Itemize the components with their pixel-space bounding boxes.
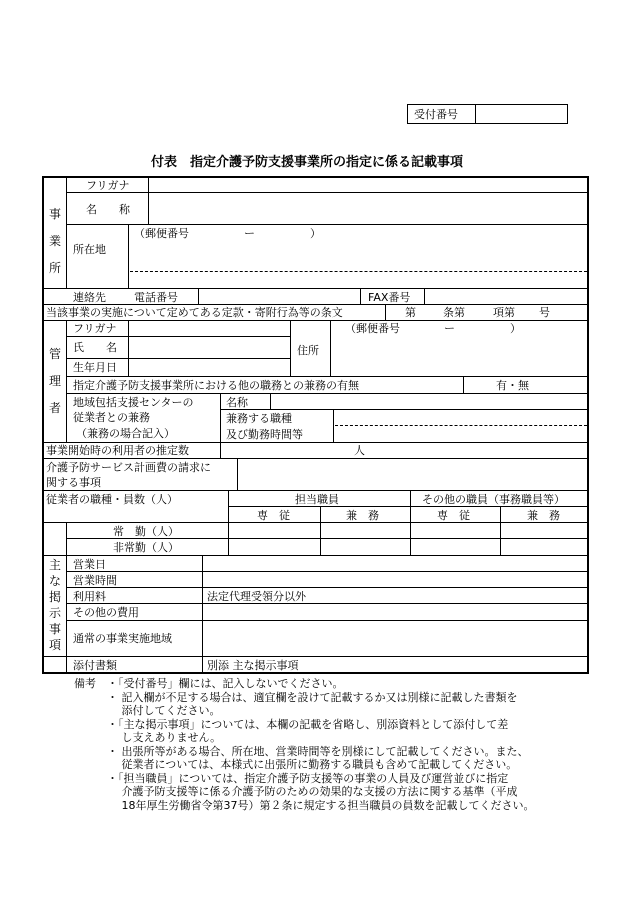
- notes-list: [107, 677, 535, 812]
- manager-center-name-input[interactable]: [272, 394, 587, 408]
- articles-jo: 条第: [443, 306, 465, 319]
- staff-fulltime-in-charge-kenmu-input[interactable]: [322, 523, 409, 537]
- manager-duty-line1: 兼務する職種: [226, 412, 292, 425]
- note-line: し支えありません。: [107, 731, 222, 744]
- attachments-value: 別添 主な掲示事項: [207, 659, 299, 672]
- staff-in-charge-header: 担当職員: [295, 493, 339, 506]
- posted-hours-input[interactable]: [204, 572, 587, 586]
- notes-head: 備考: [74, 677, 96, 690]
- staff-label: 従業者の職種・員数（人）: [46, 493, 178, 506]
- office-fax-input[interactable]: [426, 289, 587, 303]
- receipt-number-input[interactable]: [477, 105, 566, 123]
- posted-section-label: 主 な 掲 示 事 項: [48, 558, 61, 652]
- office-phone-input[interactable]: [200, 289, 359, 303]
- staff-parttime-in-charge-kenmu-input[interactable]: [322, 539, 409, 554]
- posted-fee-label: 利用料: [73, 590, 106, 603]
- attachments-label: 添付書類: [73, 659, 117, 672]
- posted-other-cost-label: その他の費用: [73, 606, 139, 619]
- note-line: 従業者については、本様式に出張所に勤務する職員も含めて記載してください。: [107, 758, 518, 771]
- office-section-label: 事 業 所: [48, 207, 61, 275]
- staff-other-kenmu: 兼 務: [527, 509, 560, 522]
- articles-dai: 第: [405, 306, 416, 319]
- manager-postal-code: （郵便番号 ー ）: [345, 322, 521, 335]
- manager-concurrent-label: 指定介護予防支援事業所における他の職務との兼務の有無: [73, 379, 359, 392]
- articles-ko: 項第: [493, 306, 515, 319]
- manager-furigana-label: フリガナ: [73, 322, 117, 335]
- manager-name-input[interactable]: [130, 337, 289, 357]
- manager-duty-input[interactable]: [335, 410, 587, 441]
- articles-label: 当該事業の実施について定めてある定款・寄附行為等の条文: [46, 306, 343, 319]
- receipt-number-label: 受付番号: [414, 108, 458, 121]
- manager-section-label: 管 理 者: [48, 347, 61, 415]
- staff-parttime-label: 非常勤（人）: [113, 541, 179, 554]
- posted-hours-label: 営業時間: [73, 574, 117, 587]
- note-line: ・「主な掲示事項」については、本欄の記載を省略し、別添資料として添付して差: [107, 717, 509, 731]
- office-address-input[interactable]: [130, 242, 587, 270]
- users-estimate-input[interactable]: [222, 443, 342, 457]
- posted-fee-note: 法定代理受領分以外: [207, 590, 306, 603]
- office-contact-label: 連絡先: [73, 291, 106, 304]
- manager-concurrent-yesno[interactable]: 有・無: [496, 379, 529, 392]
- note-line: ・「受付番号」欄には、記入しないでください。: [107, 677, 344, 690]
- manager-center-line2: 従業者との兼務: [73, 411, 150, 424]
- note-line: ・ 出張所等がある場合、所在地、営業時間等を別様にして記載してください。また、: [107, 744, 529, 758]
- users-estimate-label: 事業開始時の利用者の推定数: [46, 444, 189, 457]
- note-line: 添付してください。: [107, 704, 221, 717]
- page-title: 付表 指定介護予防支援事業所の指定に係る記載事項: [151, 155, 464, 170]
- office-name-label: 名 称: [86, 203, 130, 216]
- office-furigana-input[interactable]: [150, 177, 587, 191]
- office-postal-code: （郵便番号 ー ）: [134, 227, 321, 240]
- staff-fulltime-other-kenmu-input[interactable]: [502, 523, 587, 537]
- posted-area-label: 通常の事業実施地域: [73, 632, 172, 645]
- billing-input[interactable]: [239, 459, 587, 489]
- staff-in-charge-senju: 専 従: [257, 509, 290, 522]
- articles-go: 号: [539, 306, 550, 319]
- office-furigana-label: フリガナ: [86, 179, 130, 192]
- note-line: ・「担当職員」については、指定介護予防支援等の事業の人員及び運営並びに指定: [107, 771, 509, 785]
- manager-name-label: 氏 名: [73, 341, 117, 354]
- manager-address-label: 住所: [297, 344, 319, 357]
- manager-center-name-label: 名称: [226, 396, 248, 409]
- note-line: 18年厚生労働省令第37号）第２条に規定する担当職員の員数を記載してください。: [107, 798, 535, 812]
- office-name-input[interactable]: [150, 193, 587, 223]
- manager-birth-input[interactable]: [130, 359, 289, 375]
- staff-parttime-other-senju-input[interactable]: [412, 539, 499, 554]
- staff-fulltime-label: 常 勤（人）: [113, 525, 179, 538]
- posted-area-input[interactable]: [204, 621, 587, 655]
- note-line: ・ 記入欄が不足する場合は、適宜欄を設けて記載するか又は別様に記載した書類を: [107, 690, 518, 704]
- manager-address-input[interactable]: [332, 337, 587, 375]
- staff-fulltime-other-senju-input[interactable]: [412, 523, 499, 537]
- manager-birth-label: 生年月日: [73, 361, 117, 374]
- manager-center-line1: 地域包括支援センターの: [73, 396, 194, 409]
- staff-parttime-in-charge-senju-input[interactable]: [230, 539, 319, 554]
- office-address-label: 所在地: [73, 243, 106, 256]
- staff-in-charge-kenmu: 兼 務: [346, 509, 379, 522]
- note-line: 介護予防支援等に係る介護予防のための効果的な支援の方法に関する基準（平成: [107, 785, 518, 798]
- manager-center-line3: （兼務の場合記入）: [76, 427, 175, 440]
- posted-days-label: 営業日: [73, 558, 106, 571]
- staff-fulltime-in-charge-senju-input[interactable]: [230, 523, 319, 537]
- users-estimate-unit: 人: [354, 444, 365, 457]
- posted-other-cost-input[interactable]: [204, 604, 587, 619]
- staff-parttime-other-kenmu-input[interactable]: [502, 539, 587, 554]
- staff-other-senju: 専 従: [437, 509, 470, 522]
- office-phone-label: 電話番号: [134, 291, 178, 304]
- billing-label-line2: 関する事項: [46, 476, 101, 489]
- billing-label-line1: 介護予防サービス計画費の請求に: [46, 461, 211, 474]
- manager-duty-line2: 及び勤務時間等: [226, 428, 303, 441]
- posted-days-input[interactable]: [204, 556, 587, 570]
- staff-other-header: その他の職員（事務職員等）: [422, 493, 565, 506]
- manager-furigana-input[interactable]: [130, 321, 289, 335]
- office-fax-label: FAX番号: [368, 291, 411, 304]
